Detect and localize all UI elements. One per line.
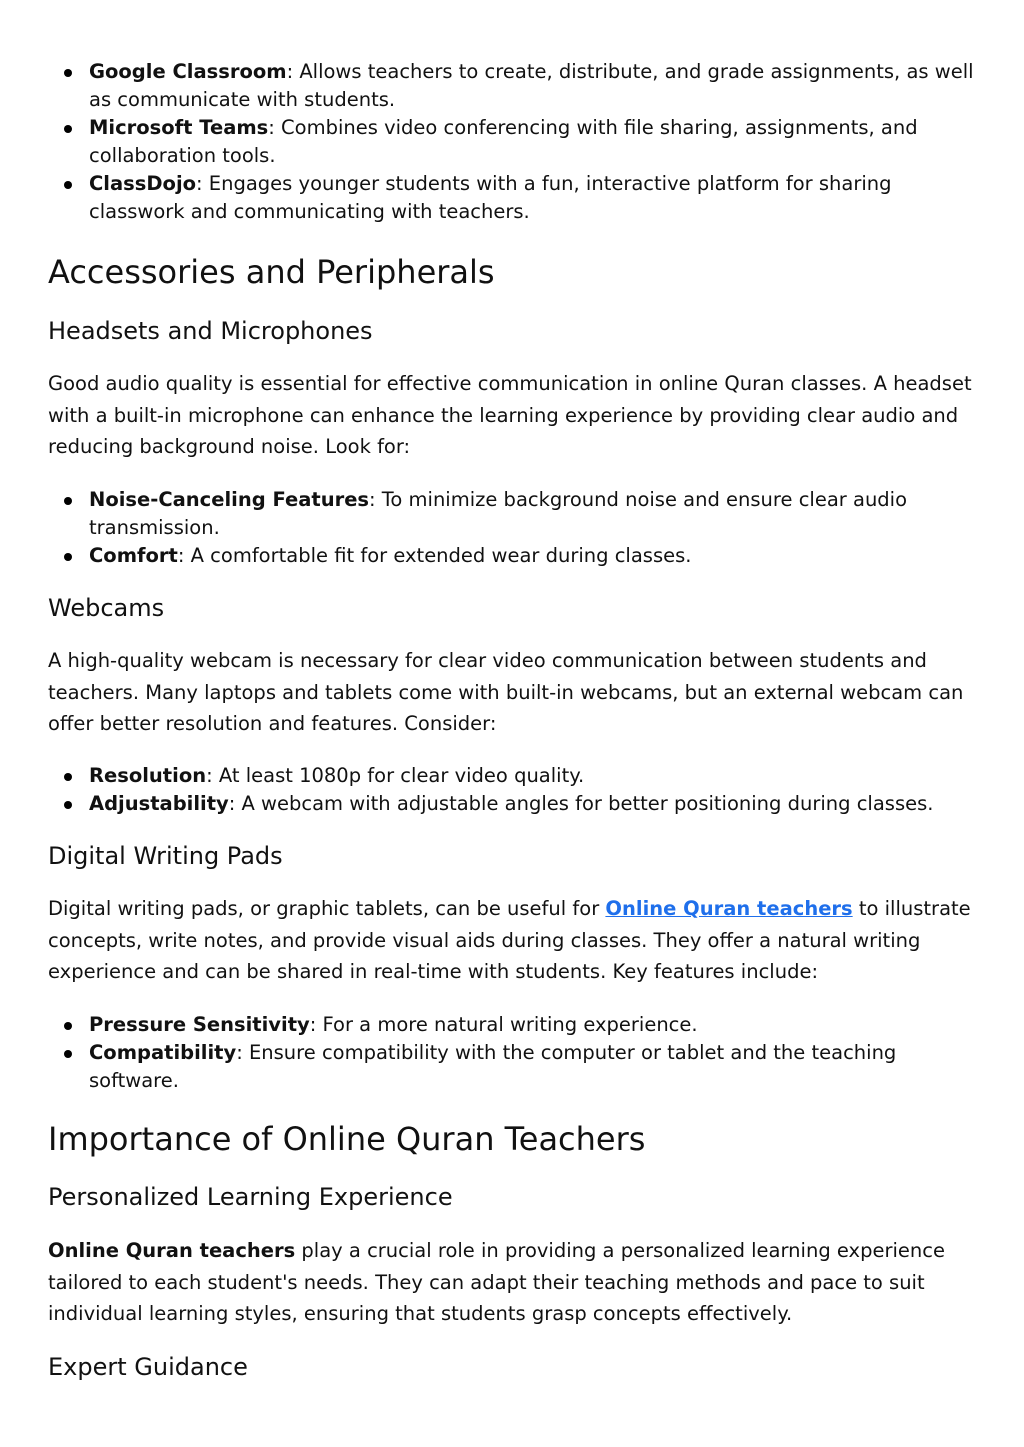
list-item-text: : Ensure compatibility with the computer or tablet and the teaching software. bbox=[89, 1041, 897, 1092]
list-item-text: : A webcam with adjustable angles for better positioning during classes. bbox=[228, 792, 934, 815]
list-item-text: : At least 1080p for clear video quality. bbox=[206, 764, 585, 787]
list-item bbox=[48, 1039, 978, 1095]
list-item bbox=[48, 1011, 978, 1039]
list-item-term: Comfort bbox=[89, 544, 178, 567]
list-item-term: Noise-Canceling Features bbox=[89, 488, 370, 511]
list-item bbox=[48, 790, 978, 818]
subheading-webcams: Webcams bbox=[48, 594, 165, 622]
subheading-headsets: Headsets and Microphones bbox=[48, 317, 373, 345]
list-item-text: : Engages younger students with a fun, interactive platform for sharing classwork and communicating with teachers. bbox=[89, 172, 892, 223]
list-item-text: : To minimize background noise and ensure clear audio transmission. bbox=[89, 488, 908, 539]
paragraph-text: to illustrate concepts, write notes, and provide visual aids during classes. They offer a natural writing experience and can be shared in real-time with students. Key features include: bbox=[48, 897, 971, 983]
subheading-expert-guidance: Expert Guidance bbox=[48, 1353, 248, 1381]
paragraph-webcams: A high-quality webcam is necessary for clear video communication between students and teachers. Many laptops and tablets come with built-in webcams, but an external webcam can offer better resolution and features. Consider: bbox=[48, 649, 964, 735]
list-item-text: : Combines video conferencing with file sharing, assignments, and collaboration tools. bbox=[89, 116, 918, 167]
list-item-term: Pressure Sensitivity bbox=[89, 1013, 310, 1036]
paragraph-headsets: Good audio quality is essential for effective communication in online Quran classes. A headset with a built-in microphone can enhance the learning experience by providing clear audio and reducing background noise. Look for: bbox=[48, 372, 972, 458]
list-item-term: ClassDojo bbox=[89, 172, 197, 195]
paragraph-writing-pads bbox=[48, 893, 978, 988]
paragraph-personalized bbox=[48, 1235, 978, 1330]
list-item bbox=[48, 762, 978, 790]
list-item bbox=[48, 58, 978, 114]
list-item bbox=[48, 486, 978, 542]
list-item-text: : A comfortable fit for extended wear during classes. bbox=[177, 544, 692, 567]
headsets-list bbox=[48, 486, 978, 570]
paragraph-text: Digital writing pads, or graphic tablets, can be useful for bbox=[48, 897, 606, 920]
list-item-term: Adjustability bbox=[89, 792, 229, 815]
section-heading-importance: Importance of Online Quran Teachers bbox=[48, 1120, 646, 1158]
tools-list bbox=[48, 58, 978, 226]
online-quran-teachers-link[interactable]: Online Quran teachers bbox=[605, 897, 853, 920]
paragraph-text: play a crucial role in providing a personalized learning experience tailored to each student's needs. They can adapt their teaching methods and pace to suit individual learning styles, ensuring that students grasp concepts effectively. bbox=[48, 1239, 945, 1325]
list-item-text: : Allows teachers to create, distribute, and grade assignments, as well as communicate with students. bbox=[89, 60, 974, 111]
list-item-term: Google Classroom bbox=[89, 60, 287, 83]
subheading-writing-pads: Digital Writing Pads bbox=[48, 842, 283, 870]
list-item bbox=[48, 542, 978, 570]
paragraph-lead-bold: Online Quran teachers bbox=[48, 1239, 296, 1262]
section-heading-accessories: Accessories and Peripherals bbox=[48, 253, 495, 291]
list-item bbox=[48, 170, 978, 226]
list-item-text: : For a more natural writing experience. bbox=[309, 1013, 698, 1036]
list-item bbox=[48, 114, 978, 170]
webcams-list bbox=[48, 762, 978, 818]
list-item-term: Microsoft Teams bbox=[89, 116, 269, 139]
list-item-term: Compatibility bbox=[89, 1041, 237, 1064]
list-item-term: Resolution bbox=[89, 764, 207, 787]
writing-pads-list bbox=[48, 1011, 978, 1095]
subheading-personalized: Personalized Learning Experience bbox=[48, 1183, 453, 1211]
